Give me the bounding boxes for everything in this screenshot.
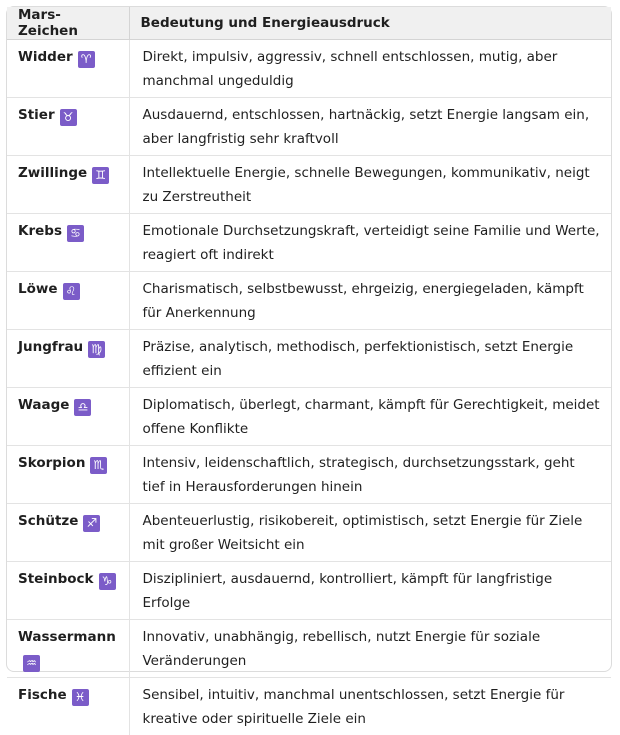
table-row [7,40,611,98]
sign-cell [7,562,129,620]
meaning-cell: Emotionale Durchsetzungskraft, verteidigt seine Familie und Werte, reagiert oft indirekt [129,214,611,272]
header-mars-sign: Mars-Zeichen [7,7,129,40]
gemini-icon: ♊ [92,167,109,184]
sign-name: Wassermann [18,629,116,645]
table-row [7,562,611,620]
meaning-cell: Intensiv, leidenschaftlich, strategisch, durchsetzungsstark, geht tief in Herausforderungen hinein [129,446,611,504]
meaning-cell: Abenteuerlustig, risikobereit, optimistisch, setzt Energie für Ziele mit großer Weitsicht ein [129,504,611,562]
sign-cell [7,446,129,504]
mars-signs-table [6,6,612,672]
scorpio-icon: ♏ [90,457,107,474]
sign-name: Schütze [18,513,78,529]
sign-cell [7,620,129,678]
sign-name: Krebs [18,223,62,239]
meaning-cell: Intellektuelle Energie, schnelle Bewegungen, kommunikativ, neigt zu Zerstreutheit [129,156,611,214]
aquarius-icon: ♒ [23,655,40,672]
sign-cell [7,214,129,272]
sign-name: Zwillinge [18,165,87,181]
sign-cell [7,330,129,388]
virgo-icon: ♍ [88,341,105,358]
table-header-row [7,7,611,40]
capricorn-icon: ♑ [99,573,116,590]
table-row [7,214,611,272]
sign-cell [7,504,129,562]
meaning-cell: Innovativ, unabhängig, rebellisch, nutzt Energie für soziale Veränderungen [129,620,611,678]
table [7,7,611,735]
table-row [7,504,611,562]
sign-name: Fische [18,687,67,703]
meaning-cell: Diszipliniert, ausdauernd, kontrolliert, kämpft für langfristige Erfolge [129,562,611,620]
table-row [7,156,611,214]
meaning-cell: Charismatisch, selbstbewusst, ehrgeizig, energiegeladen, kämpft für Anerkennung [129,272,611,330]
sagittarius-icon: ♐ [83,515,100,532]
meaning-cell: Präzise, analytisch, methodisch, perfektionistisch, setzt Energie effizient ein [129,330,611,388]
meaning-cell: Diplomatisch, überlegt, charmant, kämpft für Gerechtigkeit, meidet offene Konflikte [129,388,611,446]
table-row [7,98,611,156]
leo-icon: ♌ [63,283,80,300]
sign-cell [7,156,129,214]
pisces-icon: ♓ [72,689,89,706]
sign-cell [7,272,129,330]
table-row [7,678,611,735]
aries-icon: ♈ [78,51,95,68]
taurus-icon: ♉ [60,109,77,126]
sign-name: Waage [18,397,69,413]
cancer-icon: ♋ [67,225,84,242]
table-row [7,330,611,388]
meaning-cell: Direkt, impulsiv, aggressiv, schnell entschlossen, mutig, aber manchmal ungeduldig [129,40,611,98]
table-row [7,446,611,504]
libra-icon: ♎ [74,399,91,416]
sign-name: Steinbock [18,571,94,587]
sign-name: Stier [18,107,55,123]
sign-name: Löwe [18,281,58,297]
sign-cell [7,388,129,446]
sign-cell [7,40,129,98]
table-row [7,388,611,446]
table-row [7,272,611,330]
sign-cell [7,98,129,156]
meaning-cell: Ausdauernd, entschlossen, hartnäckig, setzt Energie langsam ein, aber langfristig sehr kraftvoll [129,98,611,156]
sign-cell [7,678,129,735]
sign-name: Jungfrau [18,339,83,355]
sign-name: Skorpion [18,455,85,471]
header-meaning: Bedeutung und Energieausdruck [129,7,611,40]
sign-name: Widder [18,49,73,65]
meaning-cell: Sensibel, intuitiv, manchmal unentschlossen, setzt Energie für kreative oder spirituelle Ziele ein [129,678,611,735]
table-row [7,620,611,678]
